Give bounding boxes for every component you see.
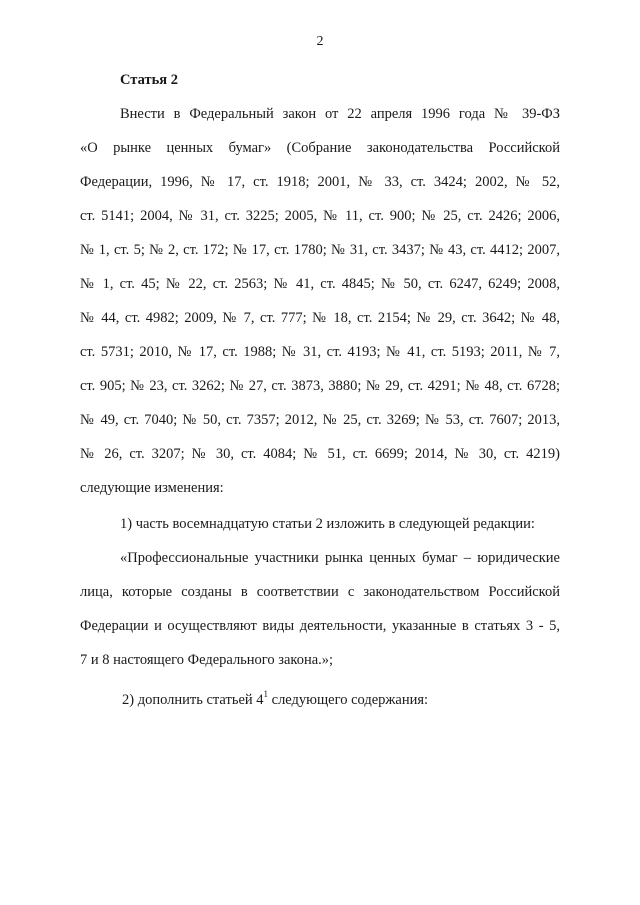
intro-line: № 44, ст. 4982; 2009, № 7, ст. 777; № 18, ст. 2154; № 29, ст. 3642; № 48, [80,310,560,326]
item-2-superscript: 1 [263,689,269,699]
intro-line: Федерации, 1996, № 17, ст. 1918; 2001, № 33, ст. 3424; 2002, № 52, [80,174,560,190]
intro-line: № 1, ст. 5; № 2, ст. 172; № 17, ст. 1780; № 31, ст. 3437; № 43, ст. 4412; 2007, [80,242,560,258]
quote-line: Федерации и осуществляют виды деятельности, указанные в статьях 3 - 5, [80,618,560,634]
item-1: 1) часть восемнадцатую статьи 2 изложить в следующей редакции: [120,516,535,532]
quote-line: 7 и 8 настоящего Федерального закона.»; [80,652,334,668]
item-2 [122,690,428,710]
quote-line: «Профессиональные участники рынка ценных бумаг – юридические [120,550,560,566]
article-title: Статья 2 [120,72,178,88]
intro-line: следующие изменения: [80,480,224,496]
page-number: 2 [316,34,324,49]
intro-line: «О рынке ценных бумаг» (Собрание законодательства Российской [80,140,560,156]
item-2-text-end: следующего содержания: [268,692,429,708]
intro-line: № 49, ст. 7040; № 50, ст. 7357; 2012, № 25, ст. 3269; № 53, ст. 7607; 2013, [80,412,560,428]
intro-line: Внести в Федеральный закон от 22 апреля 1996 года № 39-ФЗ [120,106,560,122]
quoted-paragraph [80,548,560,688]
intro-line: ст. 5731; 2010, № 17, ст. 1988; № 31, ст. 4193; № 41, ст. 5193; 2011, № 7, [80,344,560,360]
intro-paragraph [80,104,560,504]
intro-line: ст. 5141; 2004, № 31, ст. 3225; 2005, № 11, ст. 900; № 25, ст. 2426; 2006, [80,208,560,224]
intro-line: ст. 905; № 23, ст. 3262; № 27, ст. 3873, 3880; № 29, ст. 4291; № 48, ст. 6728; [80,378,560,394]
intro-line: № 1, ст. 45; № 22, ст. 2563; № 41, ст. 4845; № 50, ст. 6247, 6249; 2008, [80,276,560,292]
item-2-text: 2) дополнить статьей 4 [122,692,264,708]
quote-line: лица, которые созданы в соответствии с законодательством Российской [80,584,560,600]
intro-line: № 26, ст. 3207; № 30, ст. 4084; № 51, ст. 6699; 2014, № 30, ст. 4219) [80,446,560,462]
